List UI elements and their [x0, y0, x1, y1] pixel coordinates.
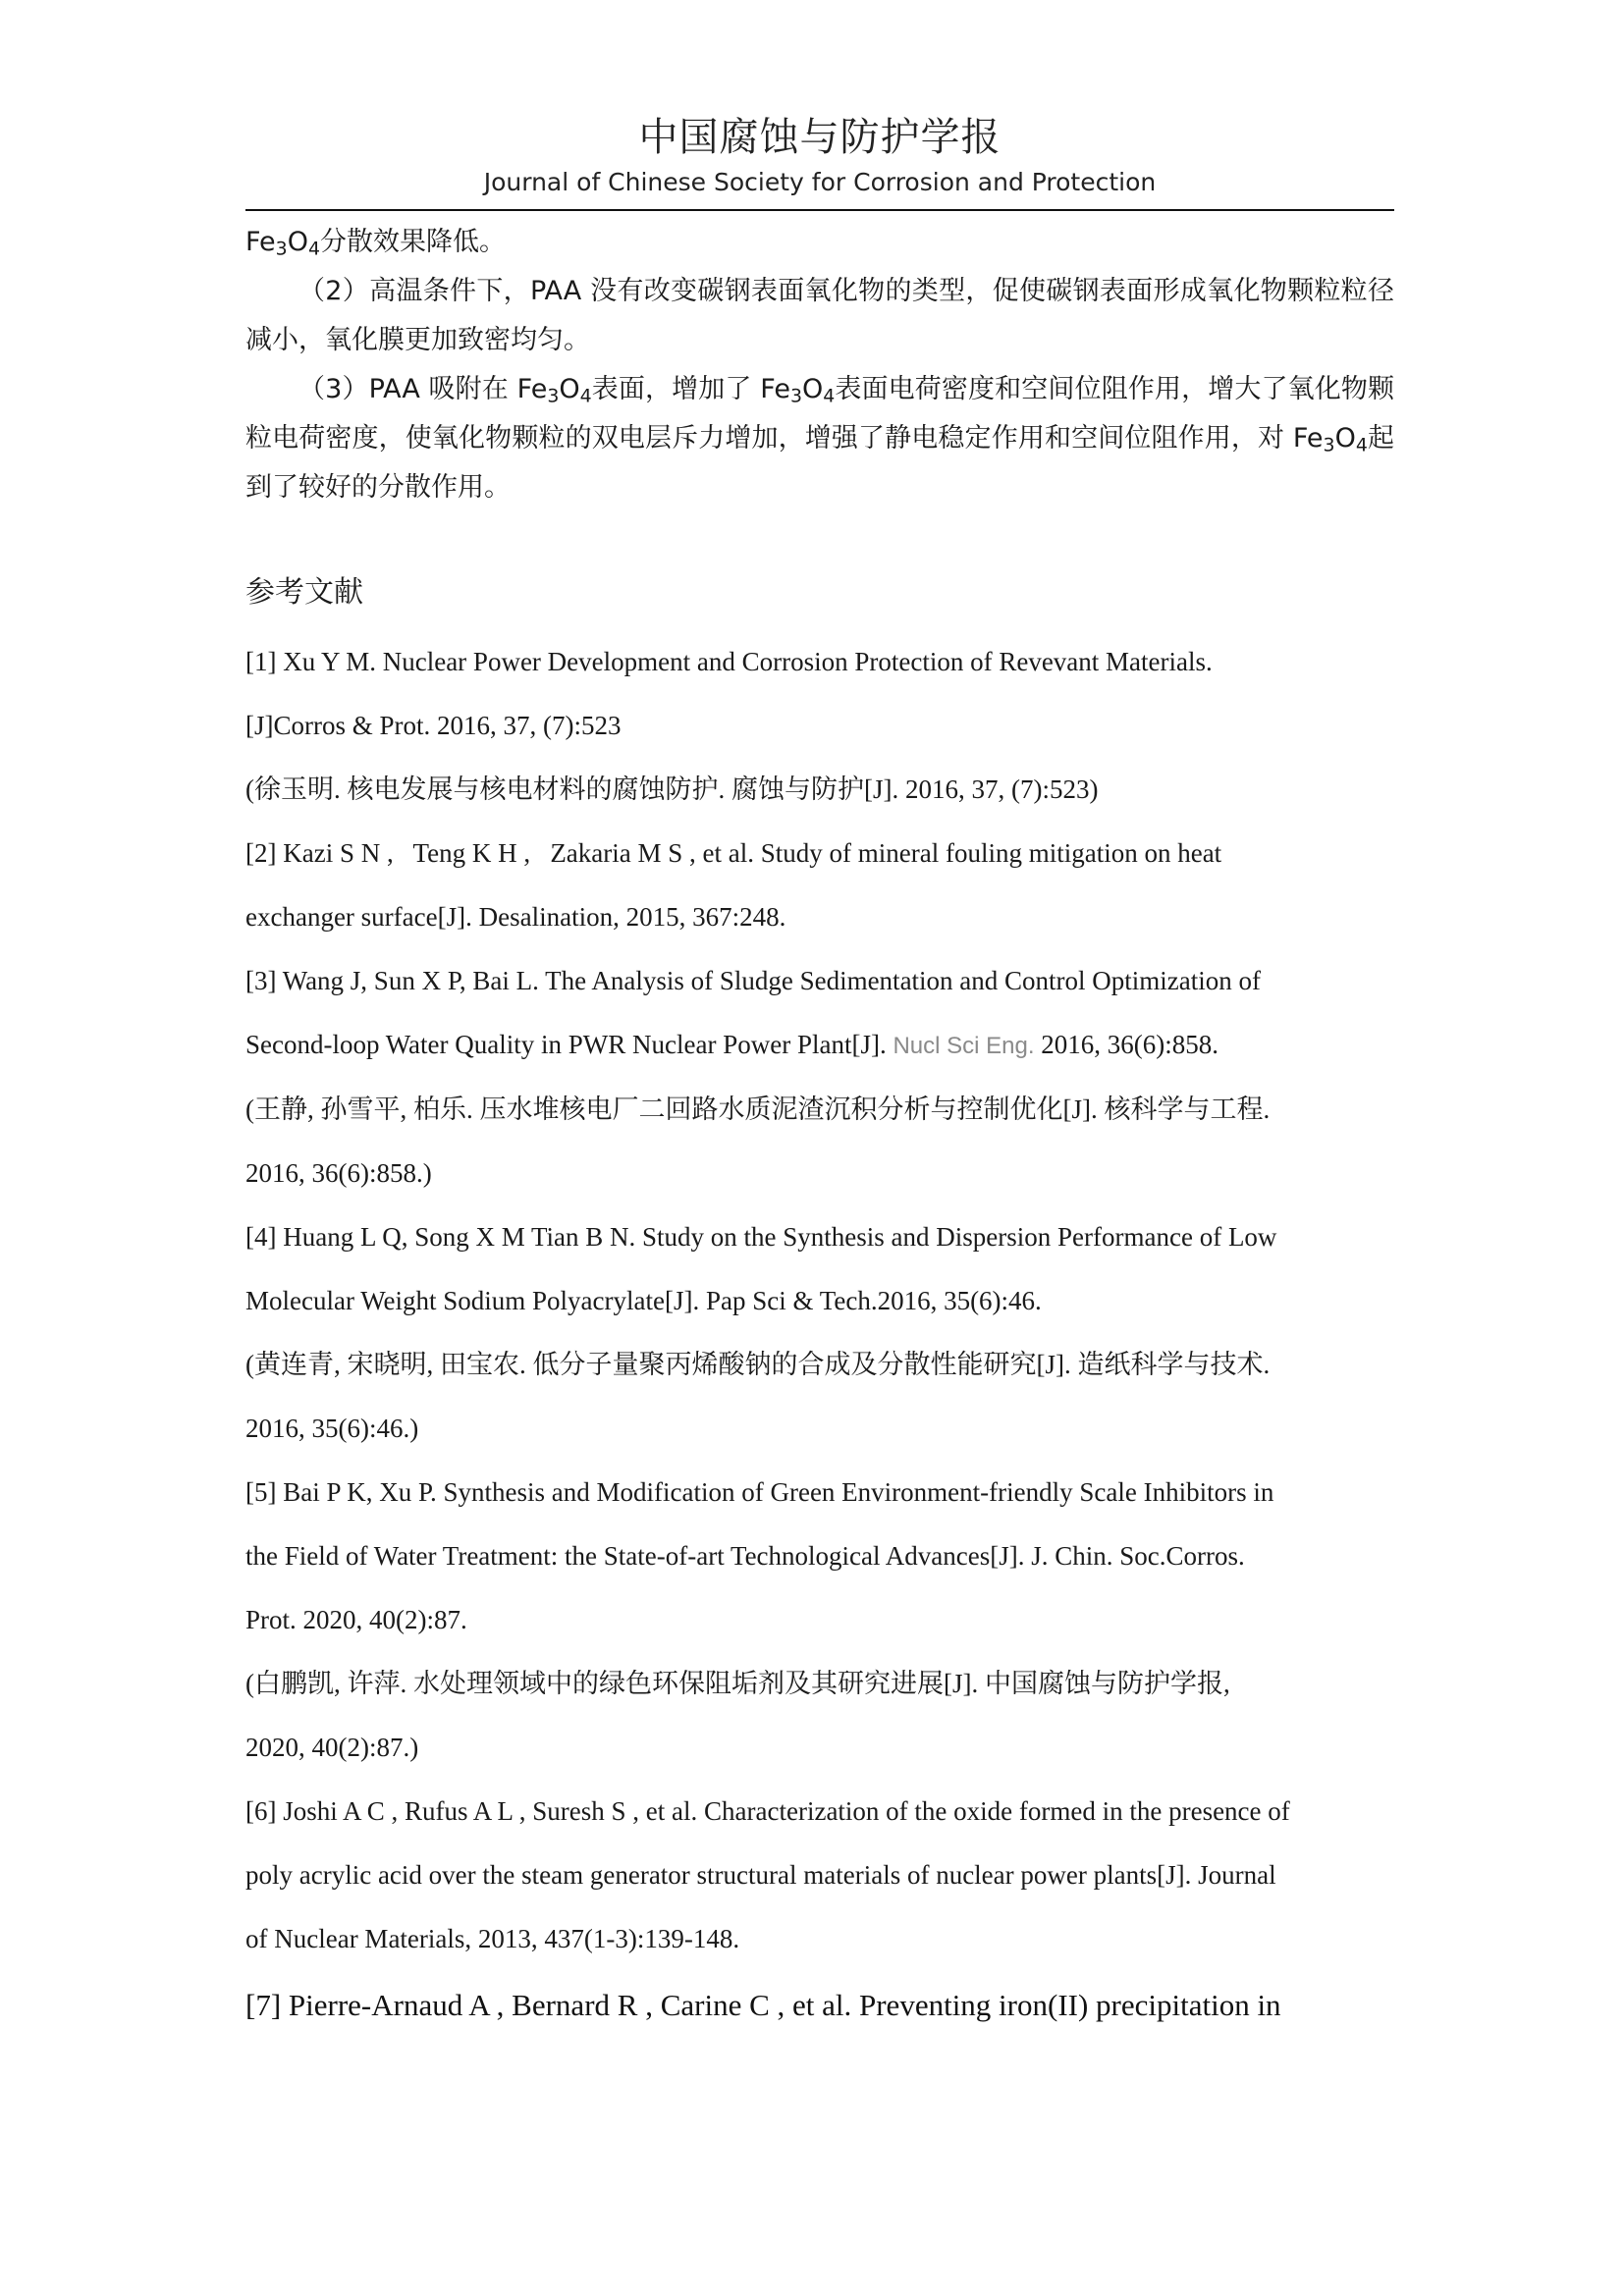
page-body: [245, 218, 1394, 2040]
reference-3-line-3: (王静, 孙雪平, 柏乐. 压水堆核电厂二回路水质泥渣沉积分析与控制优化[J]. 核科学与工程.: [245, 1095, 1271, 1124]
header-divider: [245, 209, 1394, 211]
reference-6-line-3: of Nuclear Materials, 2013, 437(1-3):139-148.: [245, 1924, 740, 1953]
reference-2-line-1: [2] Kazi S N , Teng K H , Zakaria M S , et al. Study of mineral fouling mitigation on heat: [245, 838, 1222, 868]
reference-6-line-2: poly acrylic acid over the steam generator structural materials of nuclear power plants[J]. Journal: [245, 1860, 1276, 1890]
reference-4-line-2: Molecular Weight Sodium Polyacrylate[J]. Pap Sci & Tech.2016, 35(6):46.: [245, 1286, 1042, 1315]
reference-3-line-1: [3] Wang J, Sun X P, Bai L. The Analysis of Sludge Sedimentation and Control Optimization of: [245, 966, 1262, 995]
reference-3-line-4: 2016, 36(6):858.): [245, 1158, 432, 1188]
formula-fe3o4: $Fe_3O_4$: [516, 374, 592, 407]
conclusion-item-2: （2）高温条件下，PAA 没有改变碳钢表面氧化物的类型，促使碳钢表面形成氧化物颗粒粒径减小，氧化膜更加致密均匀。: [245, 276, 1394, 355]
conclusion-line-0: $Fe_3O_4$分散效果降低。: [245, 227, 506, 260]
journal-abbrev-gray: Nucl Sci Eng.: [893, 1033, 1035, 1059]
formula-fe3o4: $Fe_3O_4$: [245, 227, 320, 260]
formula-fe3o4: $Fe_3O_4$: [1292, 423, 1368, 456]
reference-4-line-1: [4] Huang L Q, Song X M Tian B N. Study on the Synthesis and Dispersion Performance of Low: [245, 1222, 1277, 1252]
journal-title-cn: 中国腐蚀与防护学报: [638, 115, 1001, 160]
reference-2-line-2: exchanger surface[J]. Desalination, 2015, 367:248.: [245, 902, 786, 932]
journal-header: [245, 110, 1394, 200]
references-heading: 参考文献: [245, 575, 363, 610]
reference-5-line-4: (白鹏凯, 许萍. 水处理领域中的绿色环保阻垢剂及其研究进展[J]. 中国腐蚀与防护学报,: [245, 1669, 1230, 1698]
reference-1-line-1: [1] Xu Y M. Nuclear Power Development and Corrosion Protection of Revevant Materials.: [245, 647, 1213, 676]
reference-3-line-2: Second-loop Water Quality in PWR Nuclear Power Plant[J]. Nucl Sci Eng. 2016, 36(6):858.: [245, 1030, 1218, 1059]
reference-4-line-3: (黄连青, 宋晓明, 田宝农. 低分子量聚丙烯酸钠的合成及分散性能研究[J]. 造纸科学与技术.: [245, 1350, 1271, 1379]
reference-1-line-3: (徐玉明. 核电发展与核电材料的腐蚀防护. 腐蚀与防护[J]. 2016, 37, (7):523): [245, 774, 1099, 804]
reference-5-line-5: 2020, 40(2):87.): [245, 1733, 419, 1762]
conclusion-item-3: （3）PAA 吸附在 $Fe_3O_4$表面，增加了 $Fe_3O_4$表面电荷密度和空间位阻作用，增大了氧化物颗粒电荷密度，使氧化物颗粒的双电层斥力增加，增强了静电稳定作用和空间位阻作用，对 $Fe_3O_4$起到了较好的分散作用。: [245, 374, 1394, 503]
reference-5-line-3: Prot. 2020, 40(2):87.: [245, 1605, 467, 1634]
reference-1-line-2: [J]Corros & Prot. 2016, 37, (7):523: [245, 711, 622, 740]
reference-7-line-1: [7] Pierre-Arnaud A , Bernard R , Carine C , et al. Preventing iron(II) precipitation in: [245, 1988, 1281, 2022]
reference-5-line-1: [5] Bai P K, Xu P. Synthesis and Modification of Green Environment-friendly Scale Inhibitors in: [245, 1477, 1274, 1507]
journal-title-en: Journal of Chinese Society for Corrosion and Protection: [483, 168, 1157, 196]
reference-5-line-2: the Field of Water Treatment: the State-of-art Technological Advances[J]. J. Chin. Soc.Corros.: [245, 1541, 1245, 1571]
reference-6-line-1: [6] Joshi A C , Rufus A L , Suresh S , et al. Characterization of the oxide formed in the presence of: [245, 1796, 1290, 1826]
reference-4-line-4: 2016, 35(6):46.): [245, 1414, 419, 1443]
formula-fe3o4: $Fe_3O_4$: [760, 374, 836, 407]
